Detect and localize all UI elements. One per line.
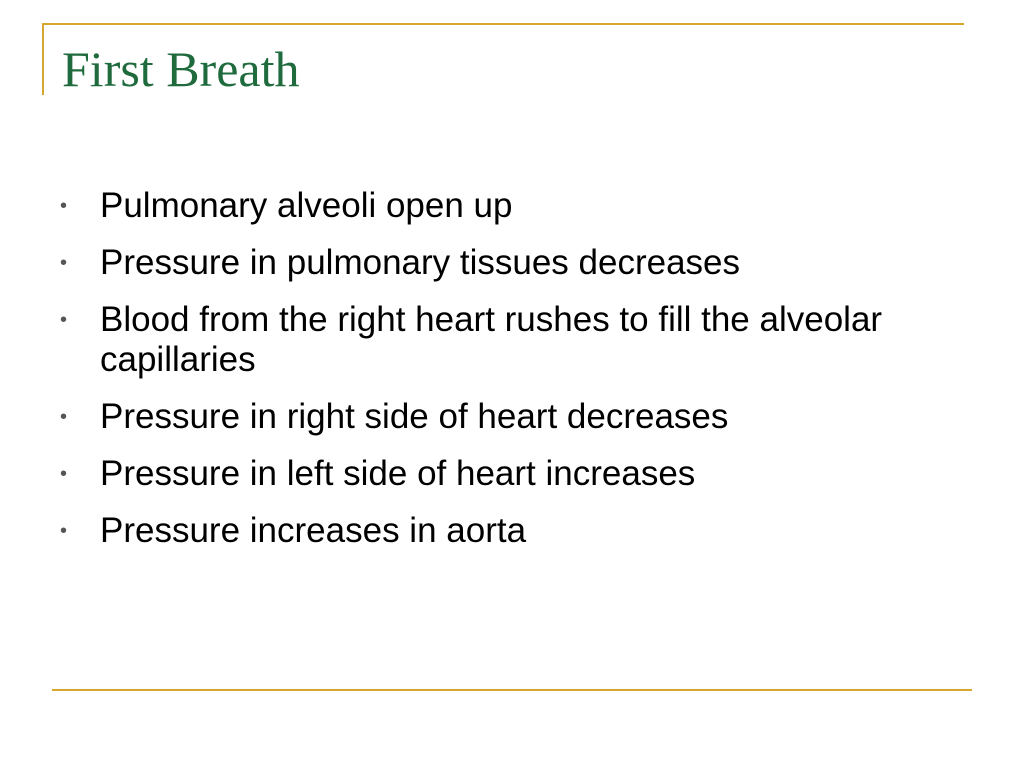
bullet-item — [58, 243, 958, 283]
title-frame-left-line — [42, 23, 44, 95]
title-frame-top-line — [42, 23, 964, 25]
bullet-text: Blood from the right heart rushes to fill the alveolar capillaries — [100, 300, 883, 379]
bullet-item — [58, 454, 958, 494]
bullet-dot-icon: • — [60, 406, 68, 428]
bullet-dot-icon: • — [60, 195, 68, 217]
bullet-item — [58, 397, 958, 437]
bullet-text: Pulmonary alveoli open up — [100, 186, 513, 225]
bullet-list — [58, 186, 958, 568]
bullet-text: Pressure in right side of heart decreases — [100, 397, 729, 436]
bullet-dot-icon: • — [60, 252, 68, 274]
bullet-item — [58, 511, 958, 551]
bullet-item — [58, 186, 958, 226]
bullet-dot-icon: • — [60, 463, 68, 485]
bullet-text: Pressure in left side of heart increases — [100, 454, 696, 493]
bullet-text: Pressure increases in aorta — [100, 511, 527, 550]
bullet-dot-icon: • — [60, 309, 68, 331]
footer-divider-line — [52, 689, 972, 691]
bullet-dot-icon: • — [60, 520, 68, 542]
bullet-item — [58, 300, 958, 380]
slide-title: First Breath — [62, 41, 300, 97]
bullet-text: Pressure in pulmonary tissues decreases — [100, 243, 741, 282]
